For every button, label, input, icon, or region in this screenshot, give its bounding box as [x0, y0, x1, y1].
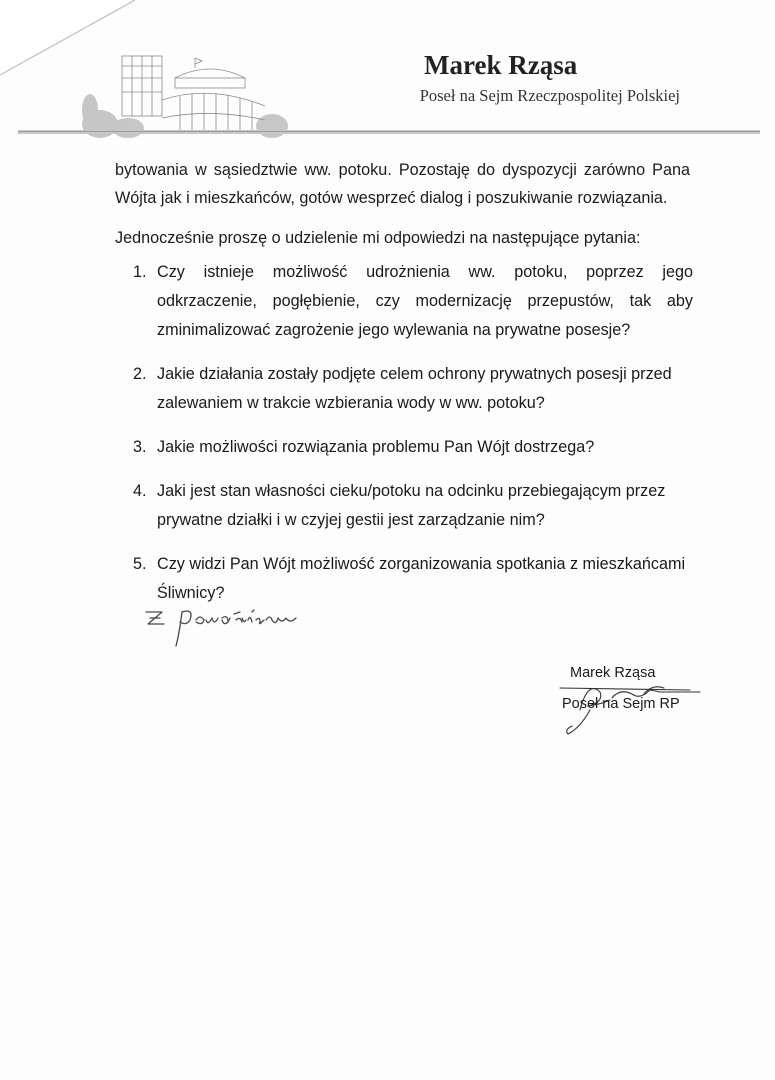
question-number: 5. — [133, 555, 147, 573]
question-item — [133, 477, 693, 535]
letter-request: Jednocześnie proszę o udzielenie mi odpowiedzi na następujące pytania: — [115, 229, 641, 247]
signature-title: Poseł na Sejm RP — [562, 696, 680, 712]
letter-continuation: bytowania w sąsiedztwie ww. potoku. Pozostaję do dyspozycji zarówno Pana Wójta jak i mieszkańców, gotów wesprzeć dialog i poszukiwanie rozwiązania. — [115, 161, 690, 207]
question-number: 1. — [133, 263, 147, 281]
question-item — [133, 360, 693, 418]
question-text: Jaki jest stan własności cieku/potoku na odcinku przebiegającym przez prywatne działki i w czyjej gestii jest zarządzanie nim? — [157, 482, 666, 529]
handwritten-signature — [540, 670, 710, 740]
question-text: Jakie działania zostały podjęte celem ochrony prywatnych posesji przed zalewaniem w trakcie wzbierania wody w ww. potoku? — [157, 365, 672, 412]
question-text: Czy istnieje możliwość udrożnienia ww. potoku, poprzez jego odkrzaczenie, pogłębienie, czy modernizację przepustów, tak aby zminimalizować zagrożenie jego wylewania na prywatne posesje? — [157, 263, 693, 339]
question-text: Jakie możliwości rozwiązania problemu Pan Wójt dostrzega? — [157, 438, 595, 456]
header-subtitle: Poseł na Sejm Rzeczpospolitej Polskiej — [419, 86, 680, 105]
question-item — [133, 258, 693, 345]
question-text: Czy widzi Pan Wójt możliwość zorganizowania spotkania z mieszkańcami Śliwnicy? — [157, 555, 686, 602]
handwritten-closing — [140, 590, 350, 650]
header-divider — [18, 128, 760, 136]
header-name: Marek Rząsa — [424, 50, 578, 80]
question-item — [133, 433, 693, 462]
question-number: 4. — [133, 482, 147, 500]
signature-name: Marek Rząsa — [570, 665, 656, 681]
question-number: 3. — [133, 438, 147, 456]
questions-list — [133, 258, 693, 623]
sejm-building-icon — [80, 48, 290, 140]
question-number: 2. — [133, 365, 147, 383]
